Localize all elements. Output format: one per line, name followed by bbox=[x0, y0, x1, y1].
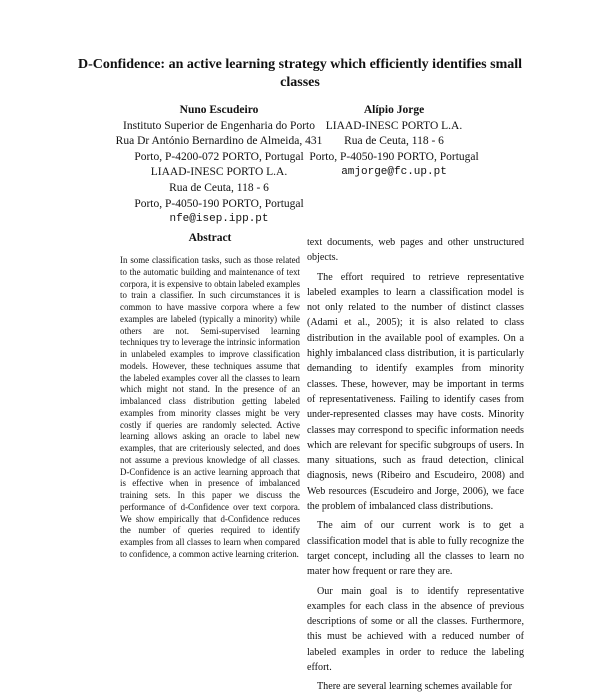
author-affiliation-line: LIAAD-INESC PORTO L.A. bbox=[150, 166, 288, 179]
body-paragraph: The effort required to retrieve representative labeled examples to learn a classification model is not only related to the number of distinct classes (Adami et al., 2005); it is also related to class distribution in the available pool of examples. On a highly imbalanced class distribution, it is particularly demanding to identify examples from minority classes. These, however, may be important in terms of representativeness. Failing to identify cases from under-represented classes may have costs. Minority classes may correspond to specific information needs which are relevant for specific subgroups of users. In many situations, such as fraud detection, clinical diagnosis, news (Ribeiro and Escudeiro, 2008) and Web resources (Escudeiro and Jorge, 2006), we face the problem of imbalanced class distributions. bbox=[307, 271, 524, 513]
body-paragraph: text documents, web pages and other unstructured objects. bbox=[307, 237, 524, 264]
author-name: Alípio Jorge bbox=[363, 104, 425, 116]
body-paragraph: There are several learning schemes available for bbox=[317, 681, 513, 693]
paper-title: D-Confidence: an active learning strategy which efficiently identifies small classes bbox=[77, 57, 523, 90]
author-affiliation-line: LIAAD-INESC PORTO L.A. bbox=[325, 119, 463, 132]
author-block-jorge bbox=[304, 103, 484, 181]
author-affiliation-line: Rua de Ceuta, 118 - 6 bbox=[344, 135, 444, 148]
author-affiliation-line: Instituto Superior de Engenharia do Porto bbox=[123, 119, 315, 132]
body-paragraph: The aim of our current work is to get a classification model that is able to fully recognize the target concept, including all the classes to learn no mater how frequent or rare they are. bbox=[307, 520, 524, 578]
abstract-text: In some classification tasks, such as those related to the automatic building and maintenance of text corpora, it is expensive to obtain labeled examples to train a classifier. In such circumstances it is common to have massive corpora where a few examples are labeled (typically a minority) while others are not. Semi-supervised learning techniques try to leverage the intrinsic information in unlabeled examples to improve classification models. However, these techniques assume that the labeled examples cover all the classes to learn which might not stand. In the presence of an imbalanced class distribution getting labeled examples from minority classes might be very costly if queries are randomly selected. Active learning allows asking an oracle to label new examples, that are criteriously selected, and does not assume a previous knowledge of all classes. D-Confidence is an active learning approach that is effective when in presence of imbalanced training sets. In this paper we discuss the performance of d-Confidence over text corpora. We show empirically that d-Confidence reduces the number of queries required to identify examples from all classes to learn when compared to confidence, a common active learning criterion. bbox=[120, 255, 300, 559]
author-email: nfe@isep.ipp.pt bbox=[169, 213, 269, 226]
author-affiliation-line: Rua Dr António Bernardino de Almeida, 431 bbox=[115, 135, 323, 148]
author-affiliation-line: Porto, P-4050-190 PORTO, Portugal bbox=[134, 197, 304, 210]
body-paragraph: Our main goal is to identify representative examples for each class in the absence of previous descriptions of some or all the classes. Furthermore, this must be achieved with a reduced number of labeled examples in order to reduce the labeling effort. bbox=[307, 585, 524, 674]
author-name: Nuno Escudeiro bbox=[179, 104, 259, 116]
author-affiliation-line: Porto, P-4050-190 PORTO, Portugal bbox=[309, 150, 479, 163]
author-email: amjorge@fc.up.pt bbox=[341, 166, 447, 179]
abstract-heading: Abstract bbox=[188, 232, 232, 244]
author-affiliation-line: Rua de Ceuta, 118 - 6 bbox=[169, 181, 269, 194]
body-column bbox=[307, 235, 524, 695]
author-affiliation-line: Porto, P-4200-072 PORTO, Portugal bbox=[134, 150, 304, 163]
